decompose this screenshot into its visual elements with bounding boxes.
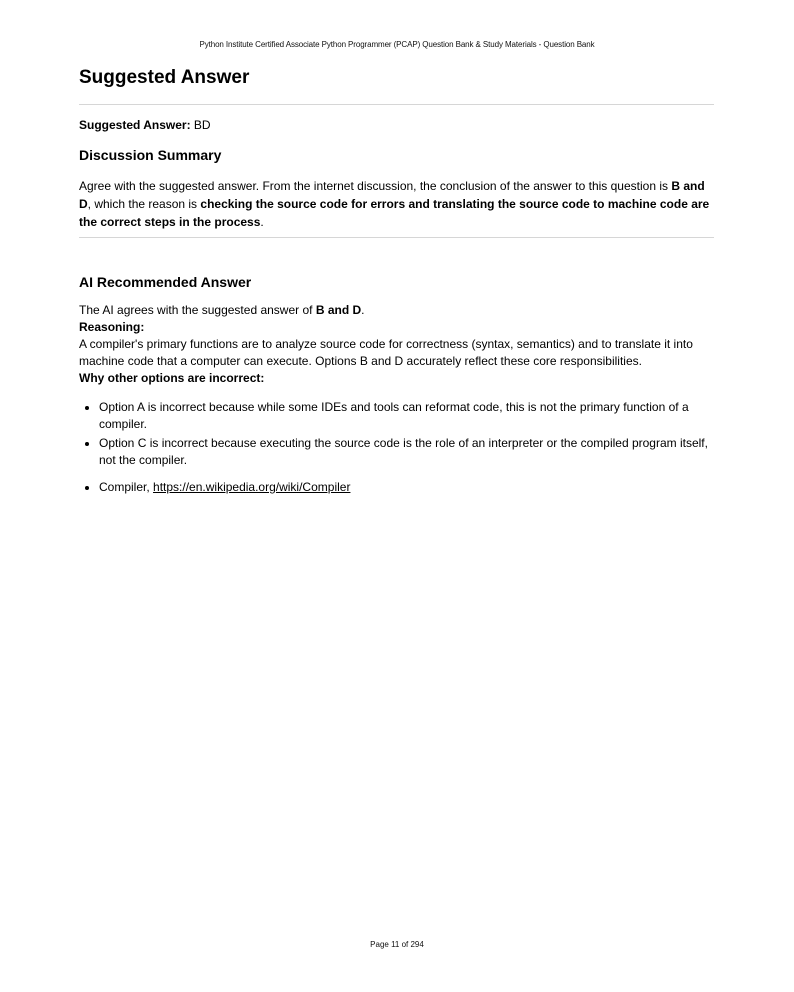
reasoning-text: A compiler's primary functions are to analyze source code for correctness (syntax, semantics) and to translate it into machine code that a computer can execute. Options B and D accurately reflect these core responsibilities. [79,337,693,368]
reference-link[interactable]: https://en.wikipedia.org/wiki/Compiler [153,480,351,494]
summary-text-3: . [260,215,264,229]
ai-agree-end: . [361,303,365,317]
suggested-answer [79,117,714,133]
summary-text-2: , which the reason is [87,197,201,211]
divider [79,237,714,238]
divider [79,104,714,105]
why-incorrect-label: Why other options are incorrect: [79,371,265,385]
ai-agree-text: The AI agrees with the suggested answer of [79,303,316,317]
list-item: • Option A is incorrect because while some IDEs and tools can reformat code, this is not the primary function of a compiler. [99,399,714,433]
discussion-summary-text [79,177,714,231]
page-content [79,64,714,496]
incorrect-options-list [79,399,714,469]
running-header: Python Institute Certified Associate Python Programmer (PCAP) Question Bank & Study Materials - Question Bank [199,40,595,49]
suggested-answer-value: BD [193,118,211,132]
suggested-answer-label: Suggested Answer: [79,118,191,132]
ai-recommended-body [79,302,714,387]
reference-item [99,479,714,496]
ai-agree-bold: B and D [315,303,362,317]
page-number: Page 11 of 294 [370,940,424,949]
ai-recommended-heading: AI Recommended Answer [79,274,252,290]
reasoning-label: Reasoning: [79,320,145,334]
page-title: Suggested Answer [79,67,250,88]
ai-agree-line [79,302,714,319]
references-list [79,479,714,496]
summary-text-1: Agree with the suggested answer. From the internet discussion, the conclusion of the answer to this question is [79,179,672,193]
discussion-summary-heading: Discussion Summary [79,147,222,163]
summary-bold-reason: checking the source code for errors and translating the source code to machine code are the correct steps in the process [79,197,710,229]
summary-bold-answer: B and D [79,179,705,211]
reference-prefix: Compiler, [99,480,154,494]
list-item: • Option C is incorrect because executing the source code is the role of an interpreter or the compiled program itself, not the compiler. [99,435,714,469]
